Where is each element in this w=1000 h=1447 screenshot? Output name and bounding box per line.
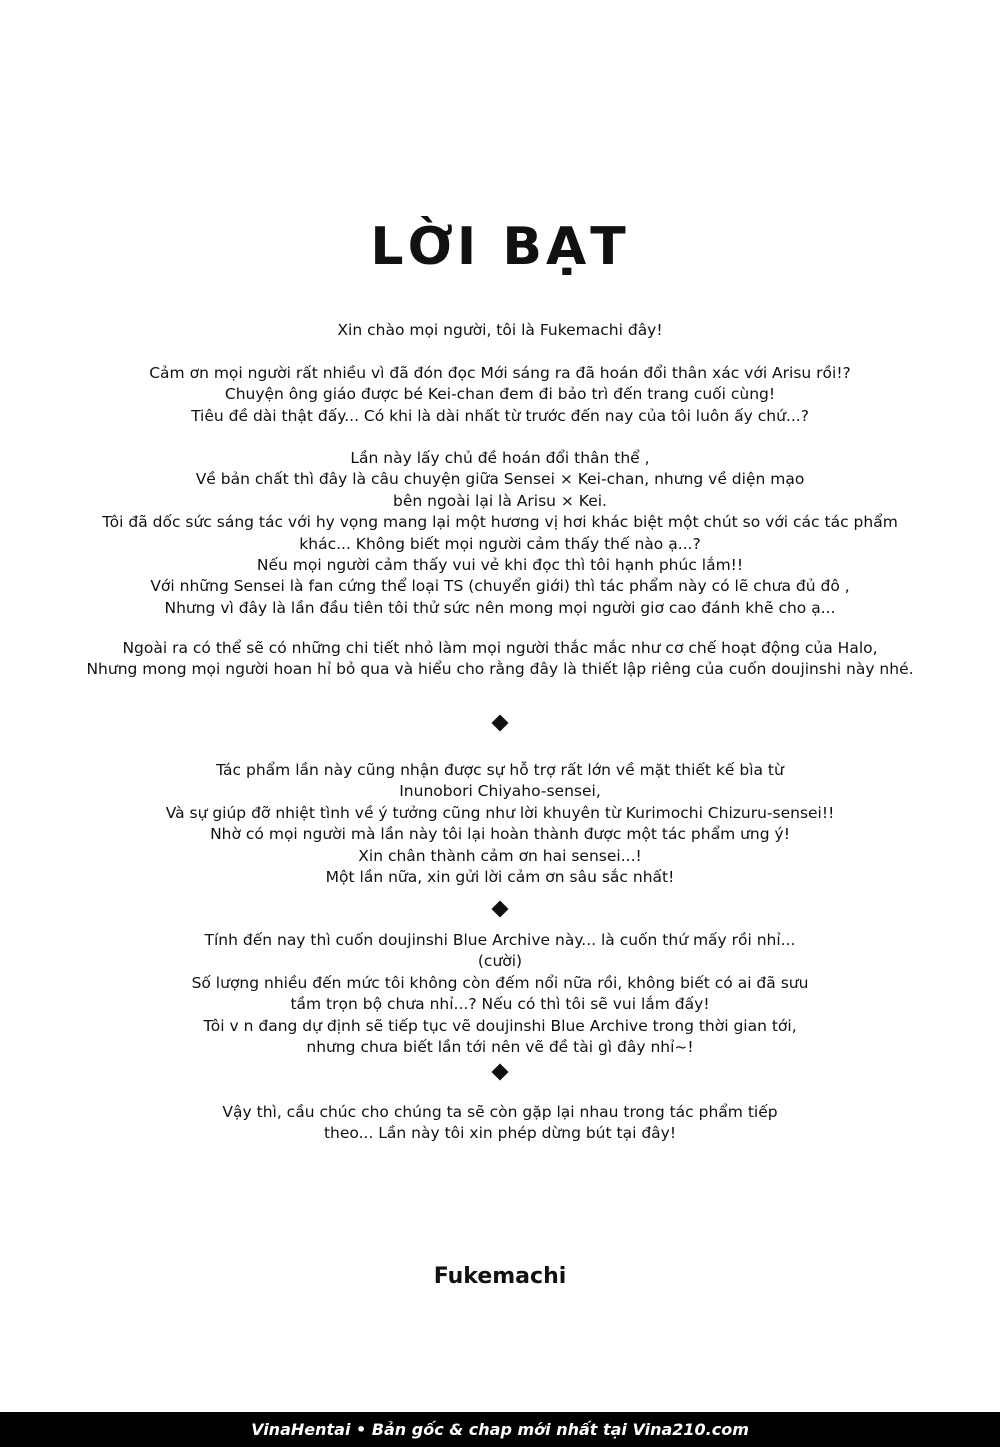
footer-text: VinaHentai • Bản gốc & chap mới nhất tại Vina210.com <box>251 1420 749 1439</box>
text-line: Lần này lấy chủ đề hoán đổi thân thể , <box>350 449 650 467</box>
paragraph-farewell <box>60 1102 940 1145</box>
text-line: Và sự giúp đỡ nhiệt tình về ý tưởng cũng như lời khuyên từ Kurimochi Chizuru-sensei!! <box>165 803 835 822</box>
text-line: Tôi đã dốc sức sáng tác với hy vọng mang lại một hương vị hơi khác biệt một chút so với các tác phẩm <box>102 513 898 532</box>
text-line: Xin chào mọi người, tôi là Fukemachi đây! <box>337 321 663 339</box>
text-line: nhưng chưa biết lần tới nên vẽ đề tài gì đây nhỉ~! <box>306 1038 694 1057</box>
diamond-icon <box>492 901 509 918</box>
paragraph-greeting <box>60 320 940 341</box>
text-line: (cười) <box>477 952 523 971</box>
text-line: Với những Sensei là fan cứng thể loại TS (chuyển giới) thì tác phẩm này có lẽ chưa đủ đô , <box>150 577 850 596</box>
text-line: Nếu mọi người cảm thấy vui vẻ khi đọc thì tôi hạnh phúc lắm!! <box>256 556 744 575</box>
diamond-icon <box>492 1064 509 1081</box>
text-line: Cảm ơn mọi người rất nhiều vì đã đón đọc Mới sáng ra đã hoán đổi thân xác với Arisu rồi!? <box>149 364 851 382</box>
paragraph-series <box>60 930 940 1058</box>
diamond-icon <box>492 715 509 732</box>
text-line: Nhưng vì đây là lần đầu tiên tôi thử sức nên mong mọi người giơ cao đánh khẽ cho ạ... <box>164 598 836 617</box>
paragraph-thanks <box>60 363 940 427</box>
text-line: Inunobori Chiyaho-sensei, <box>399 782 601 801</box>
paragraph-acknowledgements <box>60 760 940 888</box>
footer-banner <box>0 1412 1000 1447</box>
paragraph-theme <box>60 448 940 619</box>
text-line: theo... Lần này tôi xin phép dừng bút tại đây! <box>323 1124 677 1143</box>
text-line: Về bản chất thì đây là câu chuyện giữa Sensei × Kei-chan, nhưng về diện mạo <box>195 470 805 489</box>
text-line: Một lần nữa, xin gửi lời cảm ơn sâu sắc nhất! <box>325 868 675 887</box>
text-line: Tôi v n đang dự định sẽ tiếp tục vẽ doujinshi Blue Archive trong thời gian tới, <box>203 1016 797 1035</box>
text-line: tầm trọn bộ chưa nhỉ...? Nếu có thì tôi sẽ vui lắm đấy! <box>290 995 710 1014</box>
text-line: khác... Không biết mọi người cảm thấy thế nào ạ...? <box>299 534 701 553</box>
text-line: Xin chân thành cảm ơn hai sensei...! <box>358 846 642 865</box>
text-line: bên ngoài lại là Arisu × Kei. <box>393 491 607 510</box>
text-line: Số lượng nhiều đến mức tôi không còn đếm nổi nữa rồi, không biết có ai đã sưu <box>191 973 809 992</box>
text-line: Nhờ có mọi người mà lần này tôi lại hoàn thành được một tác phẩm ưng ý! <box>210 825 790 844</box>
text-line: Chuyện ông giáo được bé Kei-chan đem đi bảo trì đến trang cuối cùng! <box>224 385 776 404</box>
page-title: LỜI BẠT <box>370 217 630 277</box>
text-line: Tính đến nay thì cuốn doujinshi Blue Archive này... là cuốn thứ mấy rồi nhỉ... <box>204 931 796 949</box>
text-line: Vậy thì, cầu chúc cho chúng ta sẽ còn gặp lại nhau trong tác phẩm tiếp <box>222 1103 778 1121</box>
paragraph-notes <box>60 638 940 681</box>
text-line: Tiêu đề dài thật đấy... Có khi là dài nhất từ trước đến nay của tôi luôn ấy chứ...? <box>191 406 809 425</box>
text-line: Nhưng mong mọi người hoan hỉ bỏ qua và hiểu cho rằng đây là thiết lập riêng của cuốn doujinshi này nhé. <box>86 660 914 679</box>
text-line: Ngoài ra có thể sẽ có những chi tiết nhỏ làm mọi người thắc mắc như cơ chế hoạt động của Halo, <box>122 639 878 657</box>
text-line: Tác phẩm lần này cũng nhận được sự hỗ trợ rất lớn về mặt thiết kế bìa từ <box>216 761 784 779</box>
author-signature: Fukemachi <box>433 1264 567 1289</box>
